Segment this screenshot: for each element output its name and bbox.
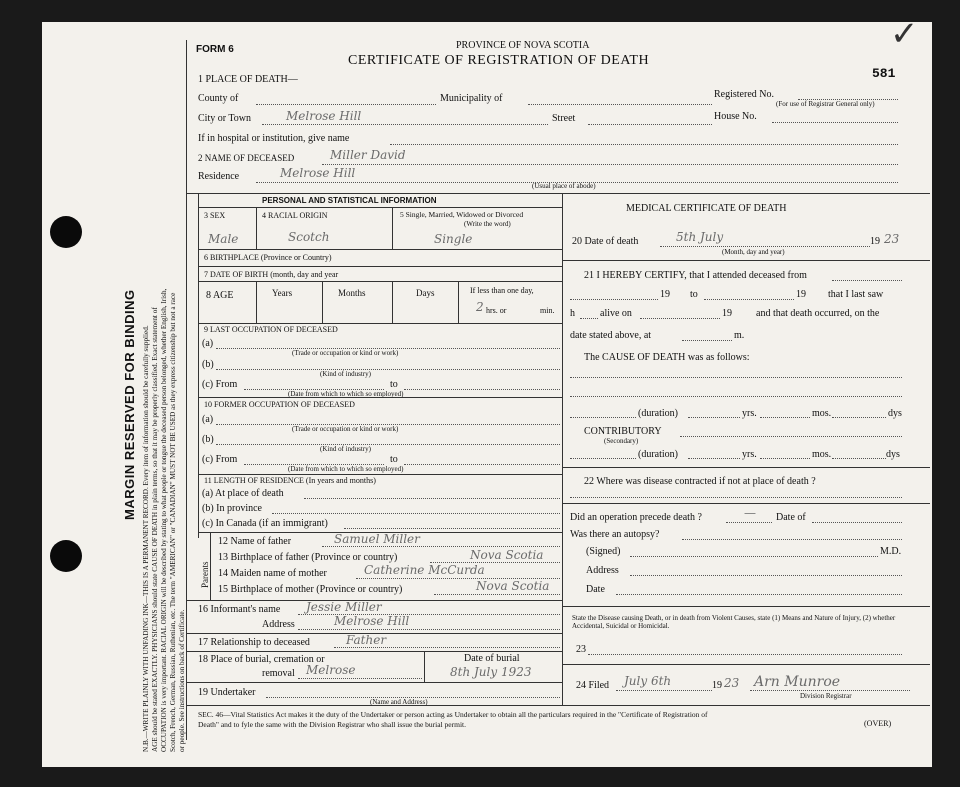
certify-line bbox=[682, 340, 732, 341]
age-label: 8 AGE bbox=[206, 290, 234, 301]
duration-line bbox=[832, 458, 886, 459]
undertaker-label: 19 Undertaker bbox=[198, 687, 256, 698]
certify-line bbox=[704, 299, 794, 300]
trade-note: (Trade or occupation or kind or work) bbox=[292, 425, 399, 433]
informant-address-line bbox=[298, 629, 560, 630]
marital-label: 5 Single, Married, Widowed or Divorced bbox=[400, 210, 524, 219]
street-line bbox=[588, 124, 712, 125]
mother-name-value: Catherine McCurda bbox=[364, 563, 485, 577]
signed-line bbox=[630, 556, 878, 557]
physician-address-line bbox=[630, 575, 902, 576]
margin-note: Scotch, French, German, Russian, Ruthenian, etc. The term "AMERICAN" or "CANADIAN" MUST NOT BE USED as they express citizenship but not a race bbox=[169, 292, 177, 752]
residence-a-line bbox=[304, 498, 560, 499]
medical-heading: MEDICAL CERTIFICATE OF DEATH bbox=[626, 203, 787, 214]
residence-c-line bbox=[344, 528, 560, 529]
deceased-name-value: Miller David bbox=[330, 148, 406, 162]
years-abbr: yrs. bbox=[742, 449, 757, 460]
city-value: Melrose Hill bbox=[286, 109, 362, 123]
sex-label: 3 SEX bbox=[204, 211, 226, 220]
cell-divider bbox=[210, 532, 211, 600]
former-b-line bbox=[216, 444, 560, 445]
registrar-signature: Arn Munroe bbox=[754, 674, 841, 690]
father-name-label: 12 Name of father bbox=[218, 536, 292, 547]
informant-value: Jessie Miller bbox=[306, 600, 382, 614]
county-label: County of bbox=[198, 93, 239, 104]
section-divider bbox=[198, 397, 562, 398]
father-birthplace-value: Nova Scotia bbox=[470, 548, 544, 562]
filed-value: July 6th bbox=[624, 674, 672, 688]
months-label: Months bbox=[338, 288, 366, 298]
check-mark: ✓ bbox=[890, 14, 919, 54]
item-23-line bbox=[588, 654, 902, 655]
parents-side-label: Parents bbox=[200, 561, 210, 588]
residence-value: Melrose Hill bbox=[280, 166, 356, 180]
province-label: PROVINCE OF NOVA SCOTIA bbox=[456, 40, 590, 51]
certify-h: h bbox=[570, 308, 575, 319]
occupation-b: (b) bbox=[202, 359, 214, 370]
binding-margin-label: MARGIN RESERVED FOR BINDING bbox=[122, 289, 137, 520]
md-label: M.D. bbox=[880, 546, 902, 557]
cell-divider bbox=[424, 651, 425, 682]
section-divider bbox=[562, 260, 930, 261]
former-b: (b) bbox=[202, 434, 214, 445]
section-divider bbox=[186, 193, 930, 194]
margin-note: or people. See instructions on back of Certificate. bbox=[178, 609, 186, 752]
autopsy-label: Was there an autopsy? bbox=[570, 529, 660, 540]
section-divider bbox=[562, 503, 930, 504]
sex-value: Male bbox=[208, 232, 239, 246]
industry-note: (Kind of industry) bbox=[320, 445, 371, 453]
relationship-line bbox=[334, 647, 560, 648]
death-occurred-label: and that death occurred, on the bbox=[756, 308, 880, 319]
residence-a: (a) At place of death bbox=[202, 488, 284, 499]
duration-line bbox=[832, 417, 886, 418]
relationship-value: Father bbox=[346, 633, 387, 647]
place-of-death-label: 1 PLACE OF DEATH— bbox=[198, 74, 298, 85]
relationship-label: 17 Relationship to deceased bbox=[198, 637, 310, 648]
duration-label: (duration) bbox=[638, 408, 678, 419]
duration-line bbox=[688, 417, 740, 418]
certify-line bbox=[580, 318, 598, 319]
section-divider bbox=[186, 651, 562, 652]
certify-last-saw: that I last saw bbox=[828, 289, 884, 300]
last-occupation-label: 9 LAST OCCUPATION OF DECEASED bbox=[204, 325, 338, 334]
cell-divider bbox=[458, 281, 459, 323]
duration-line bbox=[760, 458, 810, 459]
cell-divider bbox=[256, 281, 257, 323]
margin-note: OCCUPATION is very important. RACIAL ORIGIN will be described by stating to what people or tongue the deceased person belonged, whether English, Irish, bbox=[160, 288, 168, 752]
county-line bbox=[256, 104, 436, 105]
date-of-birth-label: 7 DATE OF BIRTH (month, day and year bbox=[204, 270, 339, 279]
birthplace-label: 6 BIRTHPLACE (Province or Country) bbox=[204, 253, 332, 262]
dates-note: (Date from which to which so employed) bbox=[288, 390, 404, 398]
deceased-name-line bbox=[322, 164, 898, 165]
occupation-to-line bbox=[404, 389, 560, 390]
physician-address-label: Address bbox=[586, 565, 619, 576]
city-label: City or Town bbox=[198, 113, 252, 124]
length-residence-label: 11 LENGTH OF RESIDENCE (In years and months) bbox=[204, 476, 376, 485]
autopsy-line bbox=[682, 539, 902, 540]
residence-c: (c) In Canada (if an immigrant) bbox=[202, 518, 328, 529]
marital-value: Single bbox=[434, 232, 473, 246]
hospital-line bbox=[390, 144, 898, 145]
racial-origin-value: Scotch bbox=[288, 230, 330, 244]
operation-line bbox=[726, 522, 772, 523]
duration-line bbox=[760, 417, 810, 418]
section-divider bbox=[562, 664, 930, 665]
date-of-death-label: 20 Date of death bbox=[572, 236, 639, 247]
months-abbr: mos. bbox=[812, 449, 832, 460]
margin-note: AGE should be stated EXACTLY. PHYSICIANS should state CAUSE OF DEATH in plain terms, so that it may be properly classified. Exact statement of bbox=[151, 307, 159, 752]
date-of-death-note: (Month, day and year) bbox=[722, 248, 785, 256]
mother-birthplace-value: Nova Scotia bbox=[476, 579, 550, 593]
years-abbr: yrs. bbox=[742, 408, 757, 419]
certify-line bbox=[570, 299, 658, 300]
occupation-c: (c) From bbox=[202, 379, 238, 390]
burial-label: 18 Place of burial, cremation or bbox=[198, 654, 325, 665]
abode-note: (Usual place of abode) bbox=[532, 182, 596, 190]
municipality-label: Municipality of bbox=[440, 93, 503, 104]
city-line bbox=[262, 124, 548, 125]
trade-note: (Trade or occupation or kind or work) bbox=[292, 349, 399, 357]
item-23-label: 23 bbox=[576, 644, 586, 655]
section-divider bbox=[562, 606, 930, 607]
certify-year-1: 19 bbox=[660, 289, 670, 300]
mother-birthplace-line bbox=[434, 594, 560, 595]
margin-note: N.B.—WRITE PLAINLY WITH UNFADING INK—THIS IS A PERMANENT RECORD. Every item of information should be carefully supplied. bbox=[142, 325, 150, 752]
duration-label: (duration) bbox=[638, 449, 678, 460]
registered-no-label: Registered No. bbox=[714, 89, 774, 100]
personal-info-heading: PERSONAL AND STATISTICAL INFORMATION bbox=[262, 196, 437, 205]
form-number: FORM 6 bbox=[196, 44, 234, 55]
date-above-label: date stated above, at bbox=[570, 330, 652, 341]
cause-line bbox=[570, 417, 636, 418]
section-divider bbox=[198, 474, 562, 475]
section-divider bbox=[186, 682, 562, 683]
section-divider bbox=[198, 281, 562, 282]
date-of-death-line bbox=[660, 246, 870, 247]
date-of-death-year: 23 bbox=[884, 232, 900, 246]
certify-line bbox=[640, 318, 720, 319]
cell-divider bbox=[256, 207, 257, 249]
house-no-label: House No. bbox=[714, 111, 757, 122]
burial-place-line bbox=[298, 678, 422, 679]
occupation-b-line bbox=[216, 369, 560, 370]
section-divider bbox=[198, 207, 562, 208]
alive-on-label: alive on bbox=[600, 308, 632, 319]
hours-label: hrs. or bbox=[486, 306, 507, 315]
certify-year-2: 19 bbox=[796, 289, 806, 300]
certify-from-line bbox=[832, 280, 902, 281]
duration-line bbox=[688, 458, 740, 459]
certify-m: m. bbox=[734, 330, 745, 341]
signed-label: (Signed) bbox=[586, 546, 621, 557]
informant-address-value: Melrose Hill bbox=[334, 614, 410, 628]
burial-date-value: 8th July 1923 bbox=[450, 665, 532, 679]
municipality-line bbox=[528, 104, 712, 105]
section-divider bbox=[186, 705, 930, 706]
street-label: Street bbox=[552, 113, 576, 124]
undertaker-note: (Name and Address) bbox=[370, 698, 428, 706]
mother-birthplace-label: 15 Birthplace of mother (Province or country) bbox=[218, 584, 403, 595]
section-divider bbox=[198, 323, 562, 324]
cell-divider bbox=[392, 281, 393, 323]
secondary-note: (Secondary) bbox=[604, 437, 639, 445]
division-registrar-label: Division Registrar bbox=[800, 692, 852, 700]
section-divider bbox=[198, 249, 562, 250]
cell-divider bbox=[322, 281, 323, 323]
residence-b: (b) In province bbox=[202, 503, 262, 514]
former-c: (c) From bbox=[202, 454, 238, 465]
father-name-line bbox=[322, 546, 560, 547]
cause-line bbox=[570, 396, 902, 397]
operation-date-line bbox=[812, 522, 902, 523]
section-divider bbox=[198, 266, 562, 267]
filed-line bbox=[616, 690, 712, 691]
less-than-day-label: If less than one day, bbox=[470, 286, 534, 295]
years-label: Years bbox=[272, 288, 293, 298]
days-label: Days bbox=[416, 288, 435, 298]
removal-label: removal bbox=[262, 668, 295, 679]
hospital-label: If in hospital or institution, give name bbox=[198, 133, 350, 144]
certificate-number: 581 bbox=[872, 66, 896, 81]
burial-place-value: Melrose bbox=[306, 663, 356, 677]
contributory-line bbox=[680, 436, 902, 437]
contracted-line bbox=[570, 497, 902, 498]
operation-value: — bbox=[744, 506, 756, 520]
former-a: (a) bbox=[202, 414, 214, 425]
informant-label: 16 Informant's name bbox=[198, 604, 281, 615]
filed-label: 24 Filed bbox=[576, 680, 610, 691]
residence-b-line bbox=[272, 513, 560, 514]
residence-label: Residence bbox=[198, 171, 240, 182]
contracted-label: 22 Where was disease contracted if not at place of death ? bbox=[584, 476, 816, 487]
inner-left-border bbox=[198, 193, 199, 538]
operation-label: Did an operation precede death ? bbox=[570, 512, 702, 523]
cell-divider bbox=[392, 207, 393, 249]
footer-sec-46: SEC. 46—Vital Statistics Act makes it the duty of the Undertaker or person acting as Undertaker to obtain all the particulars required in the "Certificate of Registration of bbox=[198, 710, 708, 719]
minutes-label: min. bbox=[540, 306, 555, 315]
burial-date-label: Date of burial bbox=[464, 653, 520, 664]
racial-origin-label: 4 RACIAL ORIGIN bbox=[262, 211, 328, 220]
physician-date-line bbox=[616, 594, 902, 595]
days-abbr: dys bbox=[888, 408, 902, 419]
contributory-line bbox=[570, 458, 636, 459]
months-abbr: mos. bbox=[812, 408, 832, 419]
cause-of-death-label: The CAUSE OF DEATH was as follows: bbox=[584, 352, 750, 363]
former-to: to bbox=[390, 454, 398, 465]
disease-note: State the Disease causing Death, or in death from Violent Causes, state (1) Means and Nature of Injury, (2) whether Accidental, Suicidal or Homicidal. bbox=[572, 614, 896, 630]
marital-note: (Write the word) bbox=[464, 220, 511, 228]
column-divider bbox=[562, 193, 563, 705]
date-of-death-value: 5th July bbox=[676, 230, 724, 244]
over-label: (OVER) bbox=[864, 719, 892, 728]
days-abbr: dys bbox=[886, 449, 900, 460]
occupation-to: to bbox=[390, 379, 398, 390]
certificate-title: CERTIFICATE OF REGISTRATION OF DEATH bbox=[348, 53, 650, 68]
filed-year-prefix: 19 bbox=[712, 680, 722, 691]
footer-sec-46-cont: Death" and to fyle the same with the Division Registrar who shall issue the burial permit. bbox=[198, 720, 467, 729]
binder-hole bbox=[50, 216, 82, 248]
industry-note: (Kind of industry) bbox=[320, 370, 371, 378]
mother-name-label: 14 Maiden name of mother bbox=[218, 568, 327, 579]
certify-label: 21 I HEREBY CERTIFY, that I attended deceased from bbox=[584, 270, 807, 281]
father-birthplace-label: 13 Birthplace of father (Province or country) bbox=[218, 552, 398, 563]
house-no-line bbox=[772, 122, 898, 123]
registrar-note: (For use of Registrar General only) bbox=[776, 100, 875, 108]
alive-year: 19 bbox=[722, 308, 732, 319]
contributory-label: CONTRIBUTORY bbox=[584, 426, 662, 437]
registrar-line bbox=[750, 690, 910, 691]
deceased-name-label: 2 NAME OF DECEASED bbox=[198, 153, 295, 163]
operation-date-label: Date of bbox=[776, 512, 806, 523]
date-of-death-year-prefix: 19 bbox=[870, 236, 880, 247]
physician-date-label: Date bbox=[586, 584, 605, 595]
informant-address-label: Address bbox=[262, 619, 295, 630]
hours-value: 2 bbox=[476, 300, 484, 314]
certify-to: to bbox=[690, 289, 698, 300]
form-left-border bbox=[186, 40, 187, 740]
former-to-line bbox=[404, 464, 560, 465]
cause-line bbox=[570, 377, 902, 378]
father-name-value: Samuel Miller bbox=[334, 532, 420, 546]
binder-hole bbox=[50, 540, 82, 572]
dates-note: (Date from which to which so employed) bbox=[288, 465, 404, 473]
occupation-a: (a) bbox=[202, 338, 214, 349]
filed-year-value: 23 bbox=[724, 676, 740, 690]
section-divider bbox=[562, 467, 930, 468]
former-occupation-label: 10 FORMER OCCUPATION OF DECEASED bbox=[204, 400, 355, 409]
